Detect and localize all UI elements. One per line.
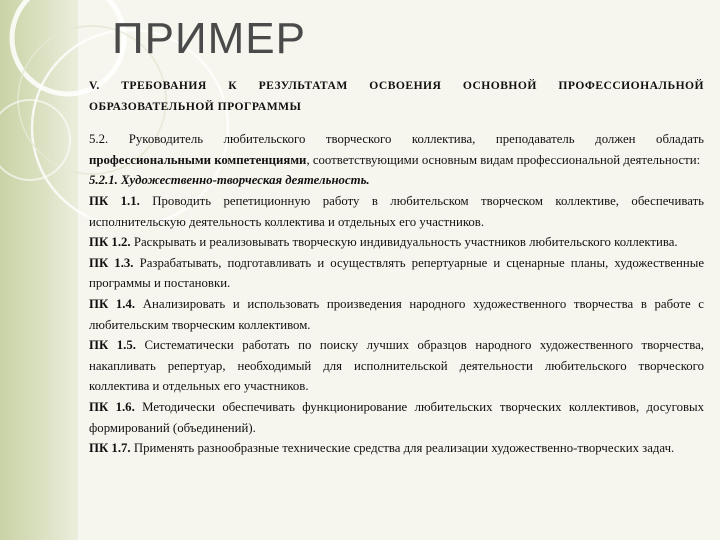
competency-item [89,253,704,294]
competency-text: Применять разнообразные технические средства для реализации художественно-творческих задач. [133,441,675,456]
competency-code: ПК 1.2. [89,235,131,250]
competency-text: Проводить репетиционную работу в любительском творческом коллективе, обеспечивать исполнительскую деятельность коллектива и отдельных его участников. [89,193,704,229]
intro-text-after: , соответствующими основным видам профессиональной деятельности: [306,152,701,167]
intro-paragraph [89,129,704,170]
competency-item [89,294,704,335]
competency-code: ПК 1.5. [89,338,136,353]
subsection-heading: 5.2.1. Художественно-творческая деятельность. [89,173,370,188]
document-body [89,76,704,459]
competency-code: ПК 1.3. [89,255,134,270]
competency-item [89,191,704,232]
competency-text: Раскрывать и реализовывать творческую индивидуальность участников любительского коллектива. [133,235,678,250]
competency-code: ПК 1.1. [89,193,140,208]
competency-item [89,438,704,459]
spacer [89,117,704,129]
competency-item [89,397,704,438]
intro-text-before: 5.2. Руководитель любительского творческого коллектива, преподаватель должен обладать [89,132,704,147]
competency-code: ПК 1.4. [89,296,136,311]
intro-bold-term: профессиональными компетенциями [89,152,307,167]
competency-item [89,335,704,397]
section-heading-line-2: ОБРАЗОВАТЕЛЬНОЙ ПРОГРАММЫ [89,99,302,113]
competency-code: ПК 1.6. [89,399,135,414]
competency-code: ПК 1.7. [89,441,131,456]
section-heading-line-1: V. ТРЕБОВАНИЯ К РЕЗУЛЬТАТАМ ОСВОЕНИЯ ОСНОВНОЙ ПРОФЕССИОНАЛЬНОЙ [89,79,704,92]
competency-item [89,232,704,253]
competency-text: Разрабатывать, подготавливать и осуществлять репертуарные и сценарные планы, художественные программы и постановки. [89,255,705,291]
competency-text: Систематически работать по поиску лучших образцов народного художественного творчества, накапливать репертуар, необходимый для исполнительской деятельности любительского творческого коллектива и отдельных его участников. [89,338,704,394]
competency-text: Анализировать и использовать произведения народного художественного творчества в работе с любительским творческим коллективом. [89,296,704,332]
competency-text: Методически обеспечивать функционирование любительских творческих коллективов, досуговых формирований (объединений). [89,399,705,435]
slide-title: ПРИМЕР [112,14,306,63]
